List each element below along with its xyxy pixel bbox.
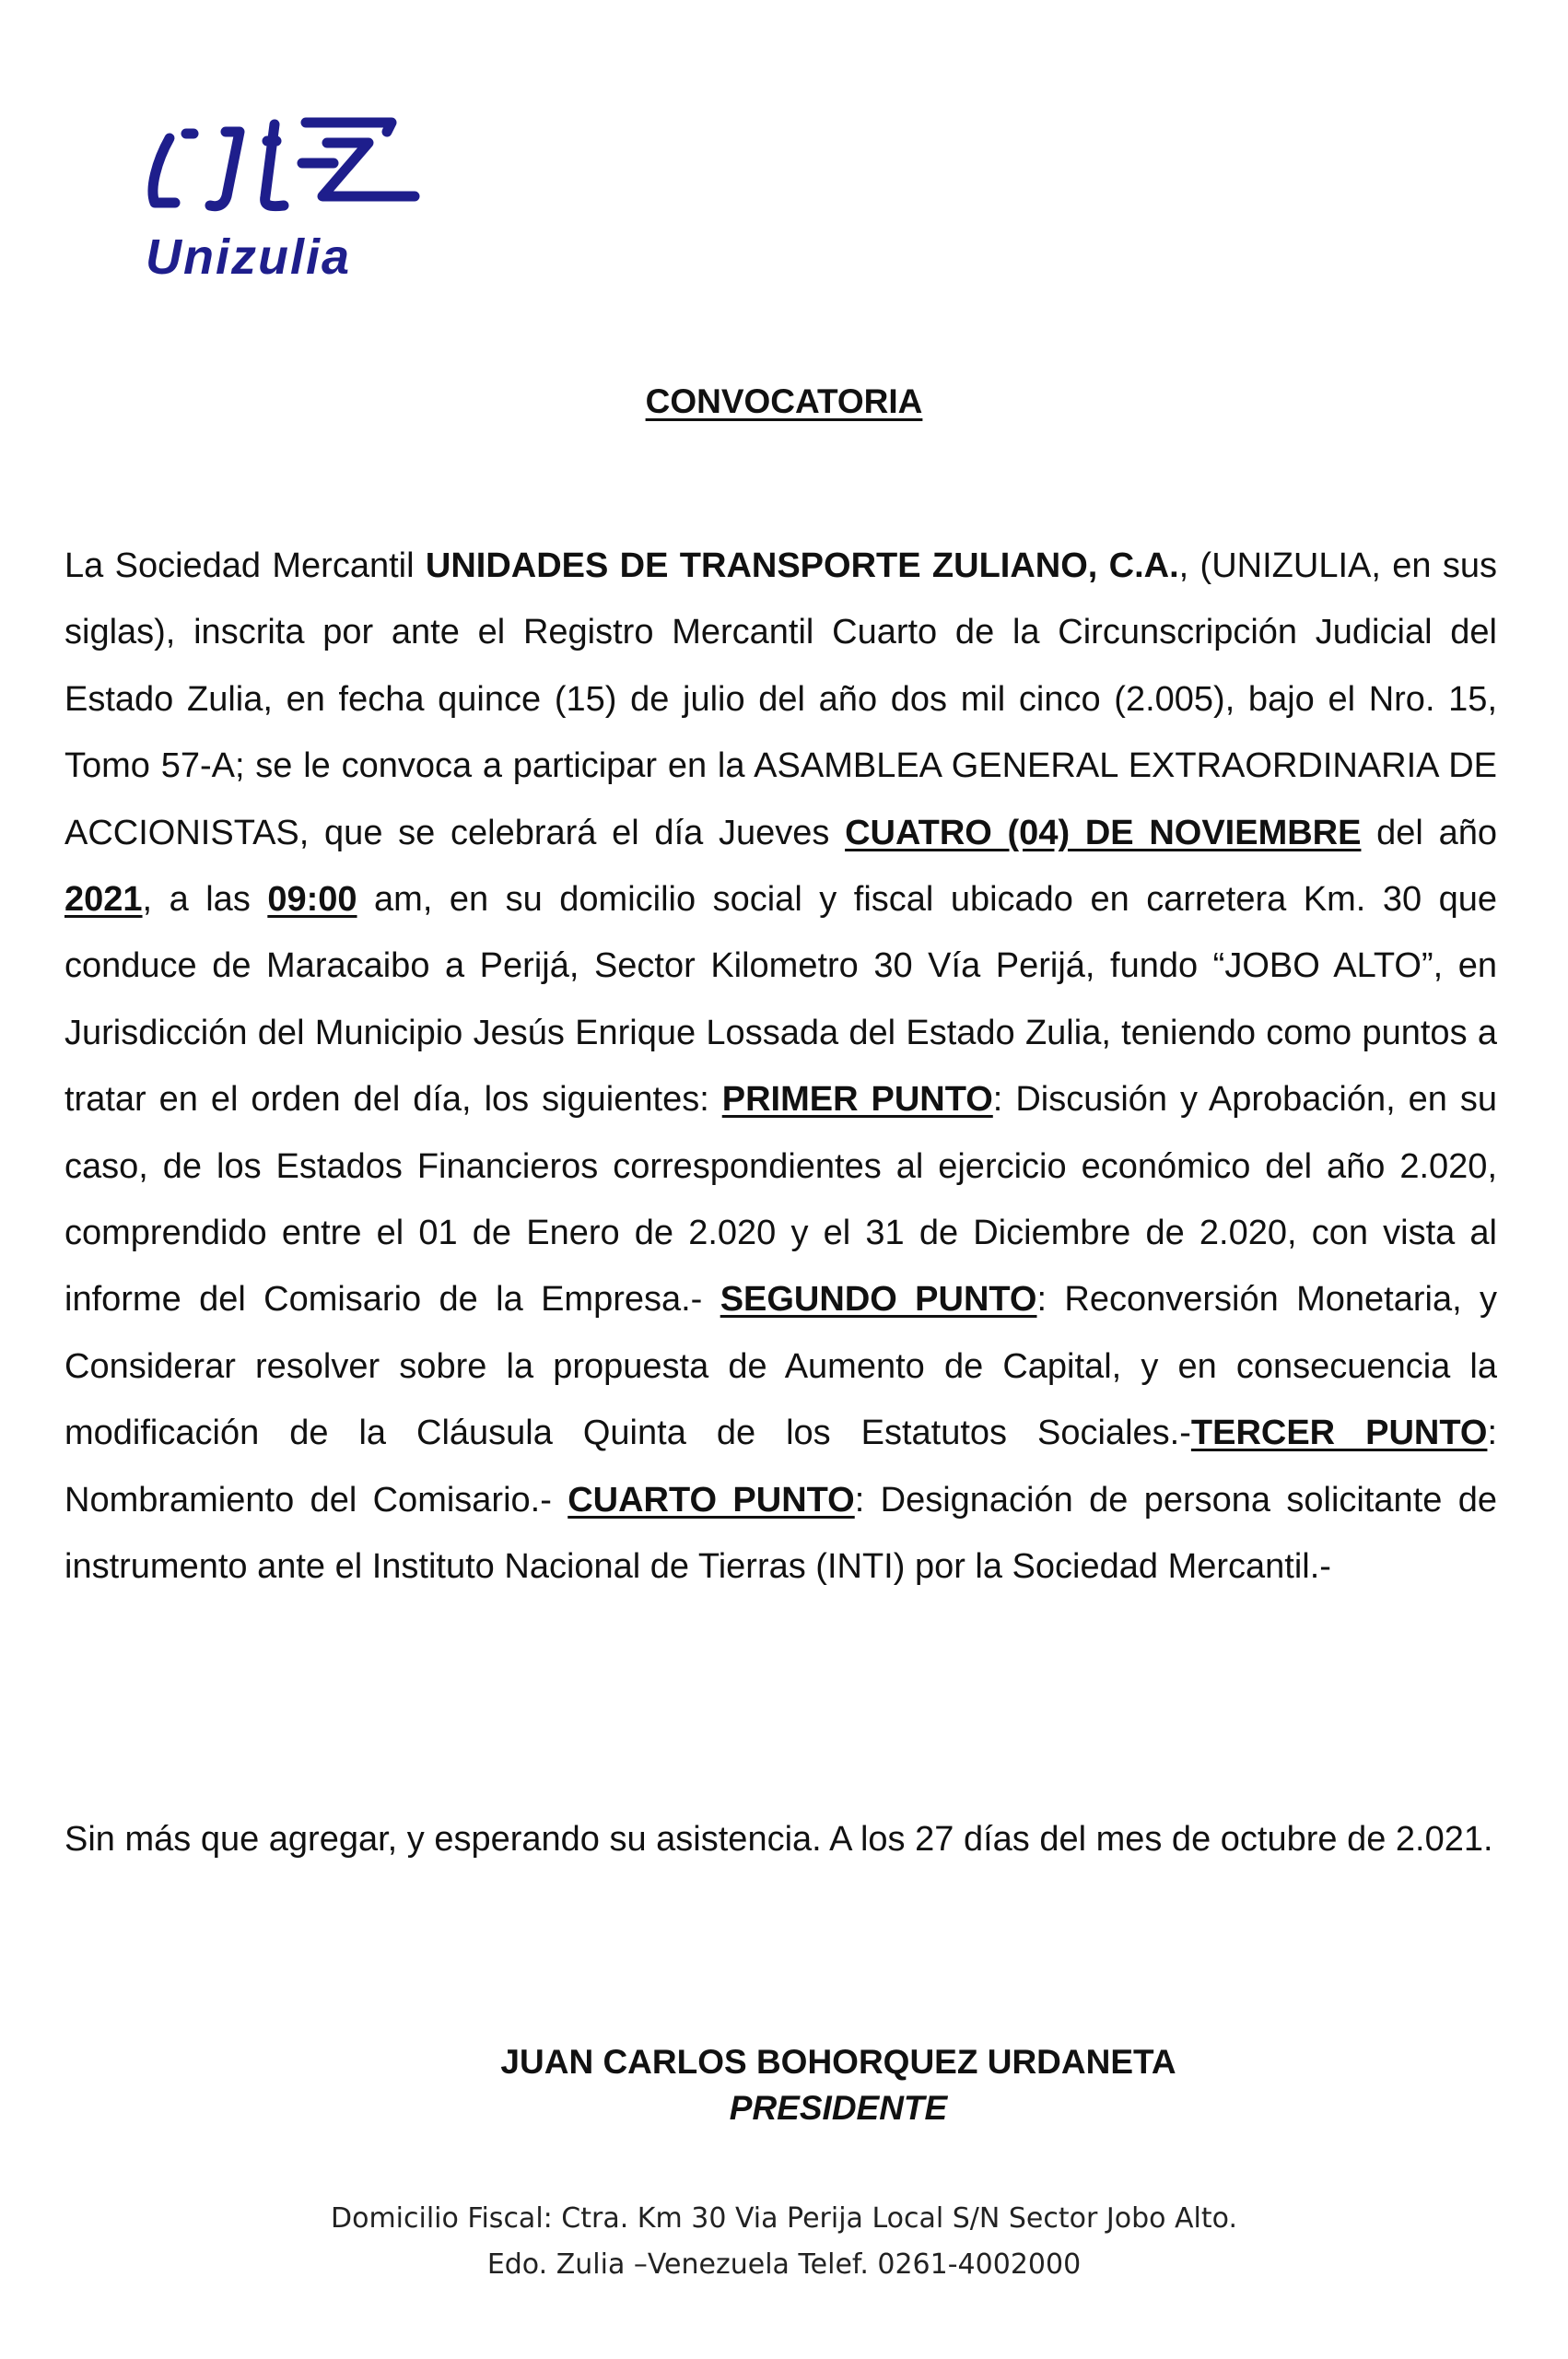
body-paragraph (64, 533, 1497, 1601)
logo-wordmark: Unizulia (146, 229, 352, 285)
footer (0, 2196, 1568, 2288)
signature-block (0, 2039, 1568, 2131)
footer-contact: Edo. Zulia –Venezuela Telef. 0261-4002000 (486, 2248, 1082, 2281)
agenda-point-1: PRIMER PUNTO (721, 1080, 993, 1120)
footer-address: Domicilio Fiscal: Ctra. Km 30 Via Perija Local S/N Sector Jobo Alto. (331, 2202, 1237, 2235)
convocation-body (64, 533, 1497, 1601)
body-text-segment: del año (1361, 813, 1497, 852)
body-text-segment: am, en su domicilio social y fiscal ubicado en carretera Km. 30 que conduce de Maracaibo a Perijá, Sector Kilometro 30 Vía Perijá, fundo “JOBO ALTO”, en Jurisdicción del Municipio Jesús Enrique Lossada del Estado Zulia, teniendo como puntos a tratar en el orden del día, los siguientes: (64, 880, 1497, 1120)
signatory-name: JUAN CARLOS BOHORQUEZ URDANETA (500, 2043, 1176, 2081)
agenda-point-2: SEGUNDO PUNTO (720, 1280, 1037, 1320)
company-logo (138, 88, 451, 290)
body-text-segment: La Sociedad Mercantil (64, 546, 426, 585)
agenda-point-3: TERCER PUNTO (1190, 1414, 1488, 1453)
signatory-role: PRESIDENTE (729, 2089, 948, 2127)
body-text-segment: , (UNIZULIA, en sus siglas), inscrita por ante el Registro Mercantil Cuarto de la Circunscripción Judicial del Estado Zulia, en fecha quince (15) de julio del año dos mil cinco (2.005), bajo el Nro. 15, Tomo 57-A; se le convoca a participar en la ASAMBLEA GENERAL EXTRAORDINARIA DE ACCIONISTAS, que se celebrará el día Jueves (64, 546, 1497, 852)
body-text-segment: : Discusión y Aprobación, en su caso, de los Estados Financieros correspondientes al ejercicio económico del año 2.020, comprendido entre el 01 de Enero de 2.020 y el 31 de Diciembre de 2.020, con vista al informe del Comisario de la Empresa.- (64, 1080, 1497, 1320)
closing-paragraph: Sin más que agregar, y esperando su asistencia. A los 27 días del mes de octubre de 2.021. (64, 1820, 1493, 1859)
body-text-segment: : Nombramiento del Comisario.- (64, 1414, 1497, 1520)
assembly-time: 09:00 (267, 880, 357, 920)
document-title: CONVOCATORIA (645, 382, 923, 420)
company-name: UNIDADES DE TRANSPORTE ZULIANO, C.A. (425, 546, 1179, 585)
agenda-point-4: CUARTO PUNTO (568, 1480, 855, 1520)
assembly-date: CUATRO (04) DE NOVIEMBRE (845, 813, 1362, 852)
utz-monogram-logo-icon (138, 88, 433, 226)
assembly-year: 2021 (64, 880, 143, 920)
body-text-segment: , a las (142, 880, 268, 920)
body-text-segment: : Designación de persona solicitante de instrumento ante el Instituto Nacional de Tierras (INTI) por la Sociedad Mercantil.- (64, 1480, 1497, 1587)
body-text-segment: : Reconversión Monetaria, y Considerar resolver sobre la propuesta de Aumento de Capital, y en consecuencia la modificación de la Cláusula Quinta de los Estatutos Sociales.- (64, 1280, 1497, 1453)
